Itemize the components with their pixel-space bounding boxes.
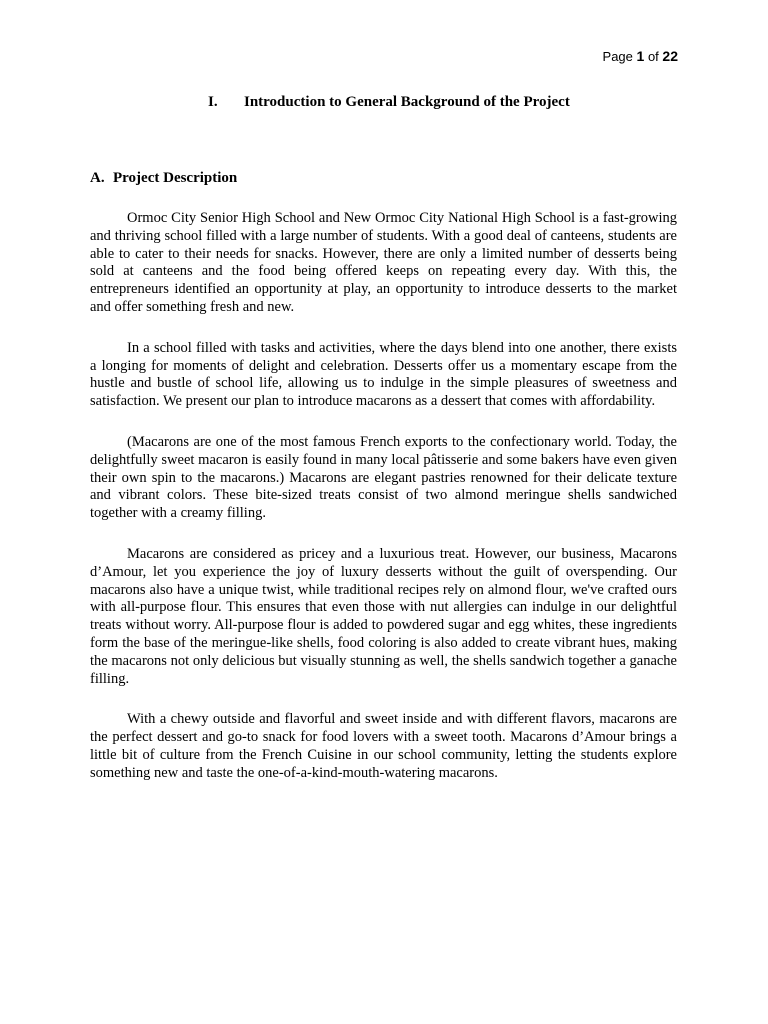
paragraph-school-background: Ormoc City Senior High School and New Ormoc City National High School is a fast-growing and thriving school filled with a large number of students. With a good deal of canteens, students are able to cater to their needs for snacks. However, there are only a limited number of desserts being sold at canteens and the food being offered keeps on repeating every day. With this, the entrepreneurs identified an opportunity at play, an opportunity to introduce desserts to the market and offer something fresh and new. [90,210,677,315]
chapter-title: Introduction to General Background of the Project [244,94,570,110]
paragraph-conclusion: With a chewy outside and flavorful and sweet inside and with different flavors, macarons are the perfect dessert and go-to snack for food lovers with a sweet tooth. Macarons d’Amour brings a little bit of culture from the French Cuisine in our school community, letting the students explore something new and taste the one-of-a-kind-mouth-watering macarons. [90,711,677,781]
page-number-total: 22 [662,48,678,64]
section-title: Project Description [113,170,238,186]
paragraph-macarons-history: (Macarons are one of the most famous French exports to the confectionary world. Today, the delightfully sweet macaron is easily found in many local pâtisserie and some bakers have even given their own spin to the macarons.) Macarons are elegant pastries renowned for their delicate texture and vibrant colors. These bite-sized treats consist of two almond meringue shells sandwiched together with a creamy filling. [90,433,677,522]
chapter-heading [208,93,570,111]
section-heading [90,169,237,187]
section-letter: A. [90,170,105,186]
chapter-numeral: I. [208,94,218,110]
page-number-prefix: Page [602,49,633,64]
page-number [603,47,678,66]
paragraph-desserts-escape: In a school filled with tasks and activities, where the days blend into one another, there exists a longing for moments of delight and celebration. Desserts offer us a momentary escape from the hustle and bustle of school life, allowing us to indulge in the simple pleasures of sweetness and satisfaction. We present our plan to introduce macarons as a dessert that comes with affordability. [90,339,677,410]
paragraph-business-twist: Macarons are considered as pricey and a luxurious treat. However, our business, Macarons d’Amour, let you experience the joy of luxury desserts without the guilt of overspending. Our macarons also have a unique twist, while traditional recipes rely on almond flour, we've crafted ours with all-purpose flour. This ensures that even those with nut allergies can indulge in our delightful treats without worry. All-purpose flour is added to powdered sugar and egg whites, these ingredients form the base of the meringue-like shells, food coloring is also added to create vibrant hues, making the macarons not only delicious but visually stunning as well, the shells sandwich together a ganache filling. [90,545,677,687]
body-text [90,210,677,806]
page-number-current: 1 [636,48,645,64]
page-number-separator: of [647,49,659,64]
